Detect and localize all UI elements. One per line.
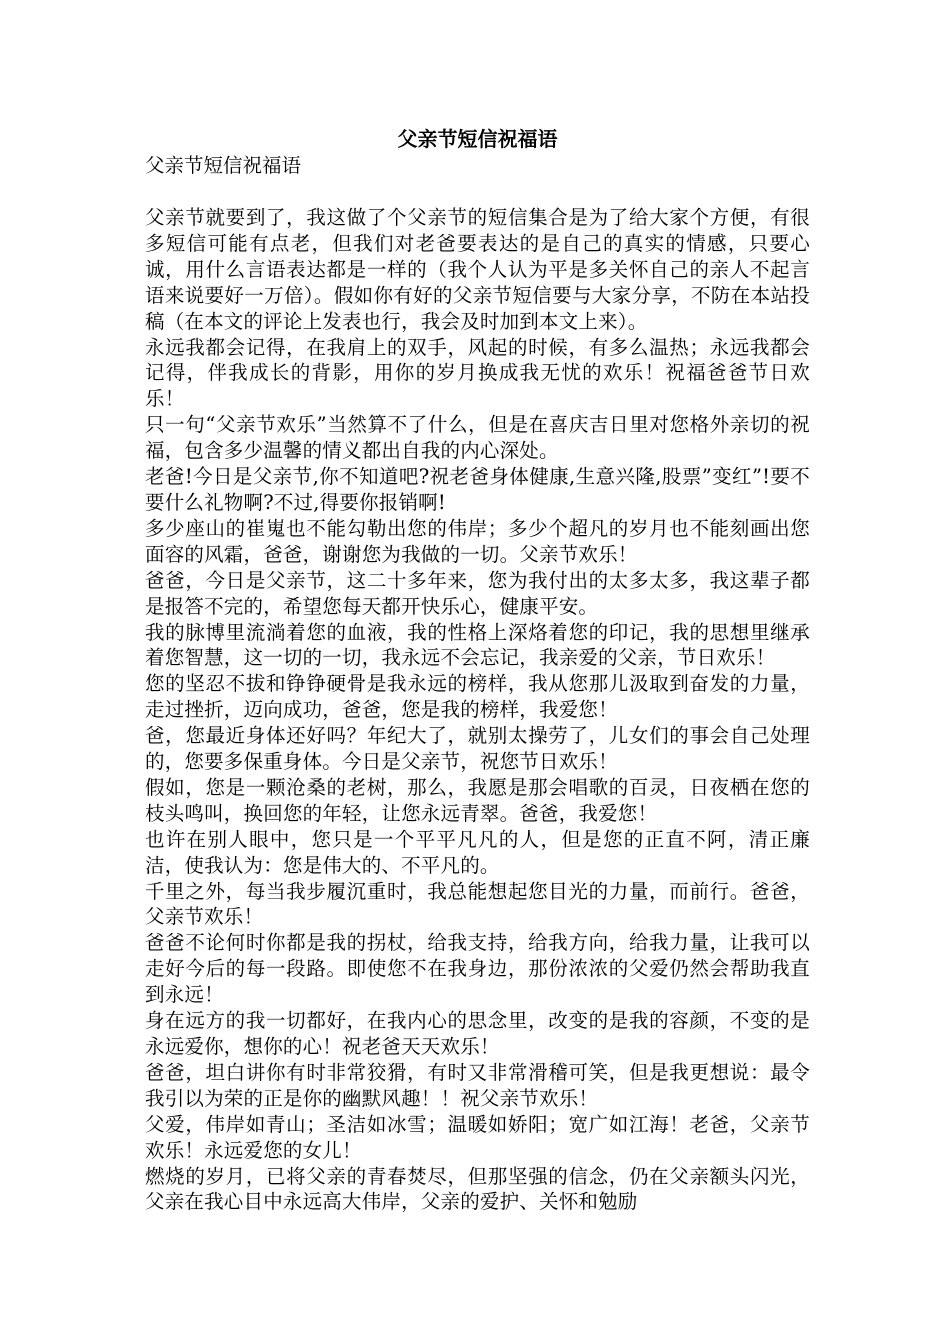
paragraph: 老爸!今日是父亲节,你不知道吧?祝老爸身体健康,生意兴隆,股票”变红”!要不要什么礼物啊?不过,得要你报销啊!: [145, 465, 810, 514]
document-subtitle: 父亲节短信祝福语: [145, 154, 302, 177]
paragraph: 多少座山的崔嵬也不能勾勒出您的伟岸；多少个超凡的岁月也不能刻画出您面容的风霜，爸爸，谢谢您为我做的一切。父亲节欢乐！: [145, 516, 810, 566]
document-page: [145, 125, 810, 1215]
paragraph: 父爱，伟岸如青山；圣洁如冰雪；温暖如娇阳；宽广如江海！老爸，父亲节欢乐！永远爱您的女儿！: [145, 1112, 810, 1162]
document-body: [145, 205, 810, 1215]
paragraph: 爸爸，坦白讲你有时非常狡猾，有时又非常滑稽可笑，但是我更想说：最令我引以为荣的正是你的幽默风趣！！祝父亲节欢乐！: [145, 1060, 810, 1110]
paragraph: 燃烧的岁月，已将父亲的青春焚尽，但那坚强的信念，仍在父亲额头闪光，父亲在我心目中永远高大伟岸，父亲的爱护、关怀和勉励: [145, 1164, 810, 1214]
paragraph: 身在远方的我一切都好，在我内心的思念里，改变的是我的容颜，不变的是永远爱你，想你的心！祝老爸天天欢乐！: [145, 1009, 810, 1058]
paragraph: 假如，您是一颗沧桑的老树，那么，我愿是那会唱歌的百灵，日夜栖在您的枝头鸣叫，换回您的年轻，让您永远青翠。爸爸，我爱您！: [145, 775, 810, 825]
paragraph: 只一句“父亲节欢乐”当然算不了什么，但是在喜庆吉日里对您格外亲切的祝福，包含多少温馨的情义都出自我的内心深处。: [145, 413, 810, 463]
paragraph-intro: 父亲节就要到了，我这做了个父亲节的短信集合是为了给大家个方便，有很多短信可能有点老，但我们对老爸要表达的是自己的真实的情感，只要心诚，用什么言语表达都是一样的（我个人认为平是多关怀自己的亲人不起言语来说要好一万倍）。假如你有好的父亲节短信要与大家分享，不防在本站投稿（在本文的评论上发表也行，我会及时加到本文上来）。: [145, 206, 810, 333]
paragraph: 爸，您最近身体还好吗？年纪大了，就别太操劳了，儿女们的事会自己处理的，您要多保重身体。今日是父亲节，祝您节日欢乐！: [145, 724, 810, 774]
paragraph: 爸爸不论何时你都是我的拐杖，给我支持，给我方向，给我力量，让我可以走好今后的每一段路。即使您不在我身边，那份浓浓的父爱仍然会帮助我直到永远！: [145, 931, 810, 1007]
paragraph: 永远我都会记得，在我肩上的双手，风起的时候，有多么温热；永远我都会记得，伴我成长的背影，用你的岁月换成我无忧的欢乐！祝福爸爸节日欢乐！: [145, 335, 810, 411]
paragraph: 您的坚忍不拔和铮铮硬骨是我永远的榜样，我从您那儿汲取到奋发的力量，走过挫折，迈向成功，爸爸，您是我的榜样，我爱您！: [145, 672, 810, 722]
paragraph: 也许在别人眼中，您只是一个平平凡凡的人，但是您的正直不阿，清正廉洁，使我认为：您是伟大的、不平凡的。: [145, 827, 810, 877]
blank-line: [145, 179, 810, 205]
document-title: 父亲节短信祝福语: [397, 127, 558, 151]
paragraph: 爸爸，今日是父亲节，这二十多年来，您为我付出的太多太多，我这辈子都是报答不完的，希望您每天都开快乐心，健康平安。: [145, 568, 810, 618]
paragraph: 千里之外，每当我步履沉重时，我总能想起您目光的力量，而前行。爸爸，父亲节欢乐！: [145, 879, 810, 929]
paragraph: 我的脉博里流淌着您的血液，我的性格上深烙着您的印记，我的思想里继承着您智慧，这一切的一切，我永远不会忘记，我亲爱的父亲，节日欢乐！: [145, 620, 810, 670]
